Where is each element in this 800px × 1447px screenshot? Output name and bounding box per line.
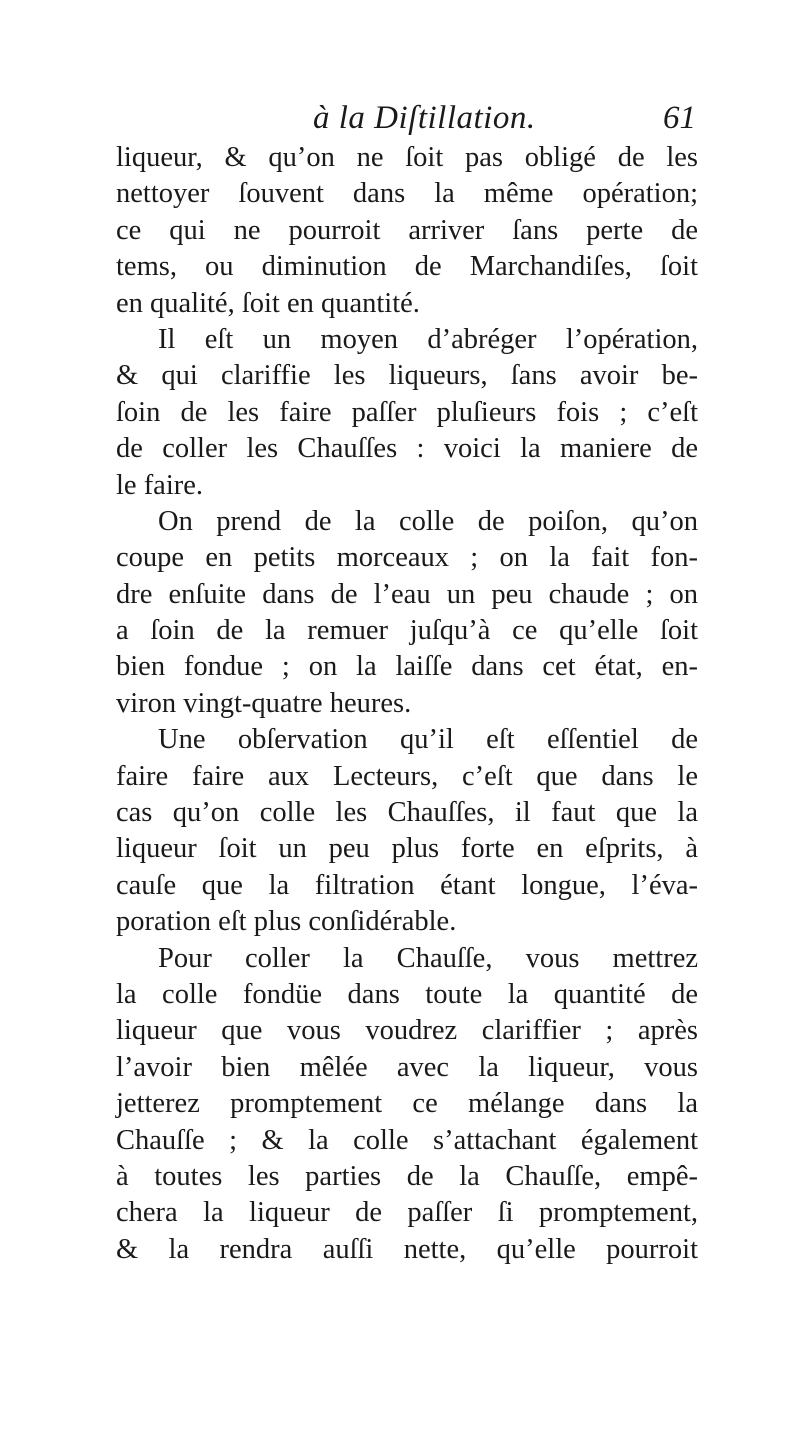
- text-line: & la rendra auſſi nette, qu’elle pourroit: [116, 1233, 698, 1265]
- text-line: coupe en petits morceaux ; on la fait fon-: [116, 542, 698, 574]
- text-line: jetterez promptement ce mélange dans la: [116, 1088, 698, 1120]
- text-line: cauſe que la filtration étant longue, l’éva-: [116, 869, 698, 901]
- text-line: poration eſt plus conſidérable.: [116, 906, 457, 938]
- text-line: chera la liqueur de paſſer ſi promptement,: [116, 1197, 698, 1229]
- text-line: ſoin de les faire paſſer pluſieurs fois ; c’eſt: [116, 396, 698, 428]
- text-line: Il eſt un moyen d’abréger l’opération,: [158, 323, 698, 355]
- text-line: Chauſſe ; & la colle s’attachant également: [116, 1124, 698, 1156]
- text-line: l’avoir bien mêlée avec la liqueur, vous: [116, 1051, 698, 1083]
- text-line: tems, ou diminution de Marchandiſes, ſoit: [116, 251, 698, 283]
- text-line: On prend de la colle de poiſon, qu’on: [158, 505, 698, 537]
- text-line: ce qui ne pourroit arriver ſans perte de: [116, 214, 698, 246]
- text-line: liqueur que vous voudrez clariffier ; après: [116, 1015, 698, 1047]
- text-line: la colle fondüe dans toute la quantité de: [116, 978, 698, 1010]
- running-head: [108, 96, 698, 146]
- text-line: cas qu’on colle les Chauſſes, il faut que la: [116, 797, 698, 829]
- text-line: liqueur, & qu’on ne ſoit pas obligé de les: [116, 142, 698, 173]
- text-line: bien fondue ; on la laiſſe dans cet état, en-: [116, 651, 698, 683]
- text-line: viron vingt-quatre heures.: [116, 687, 412, 719]
- text-line: à toutes les parties de la Chauſſe, empê-: [116, 1160, 698, 1192]
- body-text: [116, 140, 698, 1268]
- text-line: faire faire aux Lecteurs, c’eſt que dans le: [116, 760, 698, 792]
- text-line: le faire.: [116, 469, 204, 501]
- text-line: & qui clariffie les liqueurs, ſans avoir be-: [116, 360, 698, 392]
- text-line: Une obſervation qu’il eſt eſſentiel de: [158, 724, 698, 756]
- page-number: 61: [663, 100, 696, 136]
- text-line: Pour coller la Chauſſe, vous mettrez: [158, 942, 698, 974]
- text-line: liqueur ſoit un peu plus forte en eſprits, à: [116, 833, 698, 865]
- text-line: nettoyer ſouvent dans la même opération;: [116, 178, 698, 210]
- text-line: a ſoin de la remuer juſqu’à ce qu’elle ſoit: [116, 615, 698, 647]
- text-line: en qualité, ſoit en quantité.: [116, 287, 420, 319]
- running-title: à la Diſtillation.: [313, 100, 536, 136]
- text-line: dre enſuite dans de l’eau un peu chaude ; on: [116, 578, 698, 610]
- text-line: de coller les Chauſſes : voici la maniere de: [116, 433, 698, 465]
